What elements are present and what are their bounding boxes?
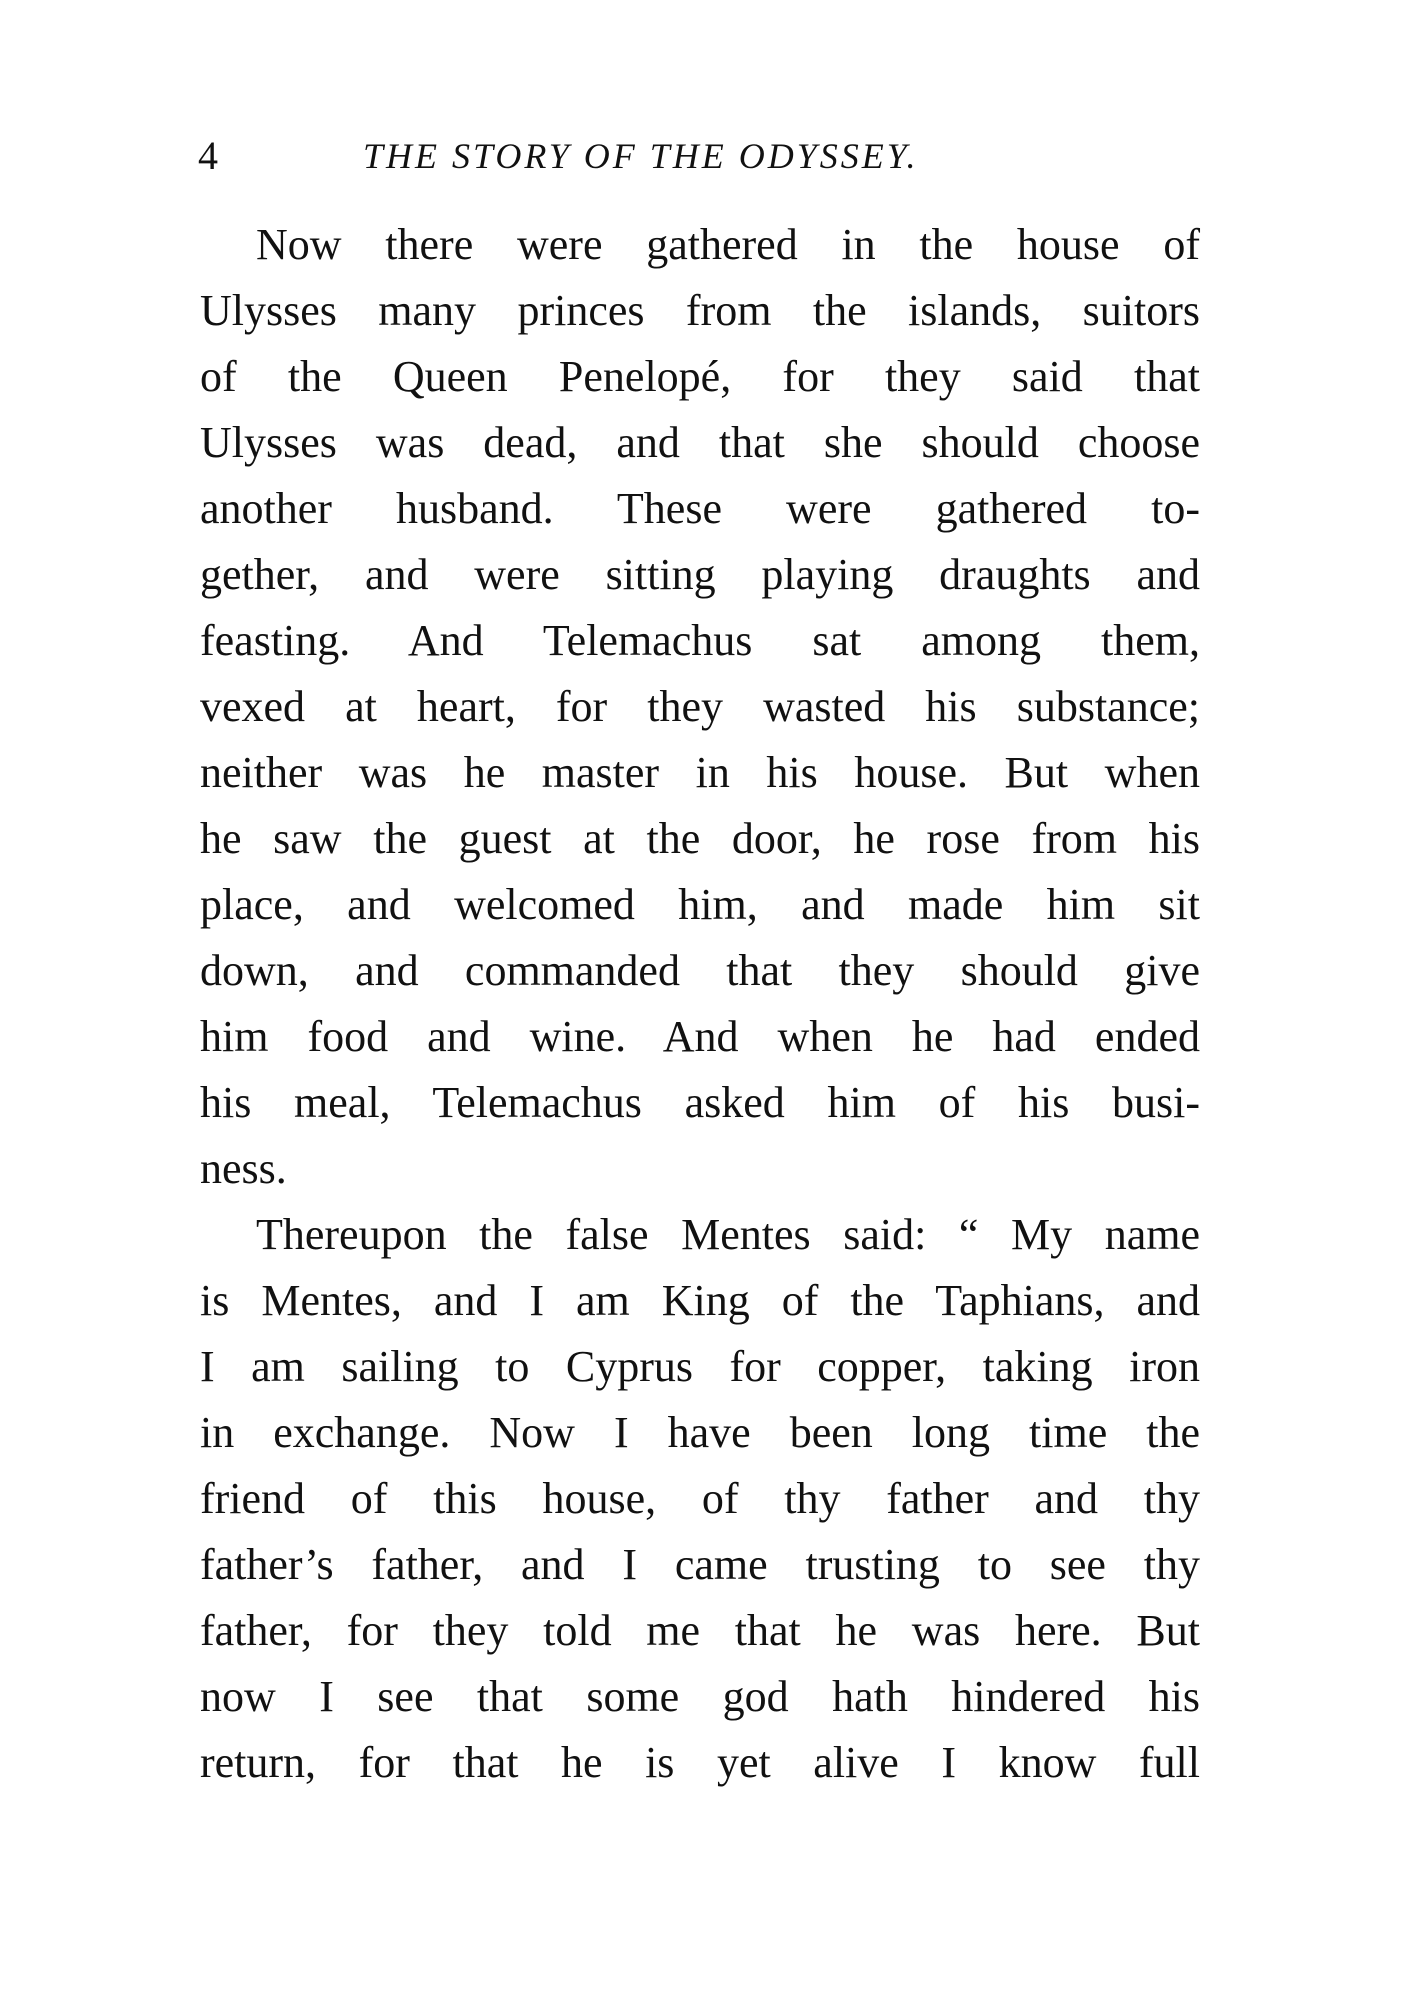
text-line: father, for they told me that he was here. But (200, 1606, 1200, 1655)
text-line: he saw the guest at the door, he rose from his (200, 814, 1200, 863)
text-line: gether, and were sitting playing draughts and (200, 550, 1200, 599)
text-line: is Mentes, and I am King of the Taphians, and (200, 1276, 1200, 1325)
text-line: Ulysses many princes from the islands, suitors (200, 286, 1200, 335)
text-line: vexed at heart, for they wasted his substance; (200, 682, 1200, 731)
running-title: THE STORY OF THE ODYSSEY. (363, 136, 919, 176)
text-line: in exchange. Now I have been long time the (200, 1408, 1200, 1457)
page-number: 4 (198, 133, 218, 178)
text-line: ness. (200, 1144, 287, 1193)
text-line: neither was he master in his house. But when (200, 748, 1200, 797)
text-line: of the Queen Penelopé, for they said that (200, 352, 1200, 401)
text-line: return, for that he is yet alive I know full (200, 1738, 1200, 1787)
text-line: feasting. And Telemachus sat among them, (200, 616, 1200, 665)
text-line: place, and welcomed him, and made him sit (200, 880, 1200, 929)
paragraph-1 (200, 212, 1200, 1202)
text-line: his meal, Telemachus asked him of his busi- (200, 1078, 1200, 1127)
text-line: him food and wine. And when he had ended (200, 1012, 1200, 1061)
body-text (200, 212, 1200, 1796)
running-head (198, 126, 1198, 186)
text-line: down, and commanded that they should give (200, 946, 1200, 995)
text-line: I am sailing to Cyprus for copper, taking iron (200, 1342, 1200, 1391)
paragraph-2 (200, 1202, 1200, 1796)
text-line: father’s father, and I came trusting to see thy (200, 1540, 1200, 1589)
text-line: Thereupon the false Mentes said: “ My name (256, 1210, 1200, 1259)
text-line: Now there were gathered in the house of (256, 220, 1200, 269)
text-line: Ulysses was dead, and that she should choose (200, 418, 1200, 467)
text-line: another husband. These were gathered to- (200, 484, 1200, 533)
text-line: friend of this house, of thy father and thy (200, 1474, 1200, 1523)
text-line: now I see that some god hath hindered his (200, 1672, 1200, 1721)
